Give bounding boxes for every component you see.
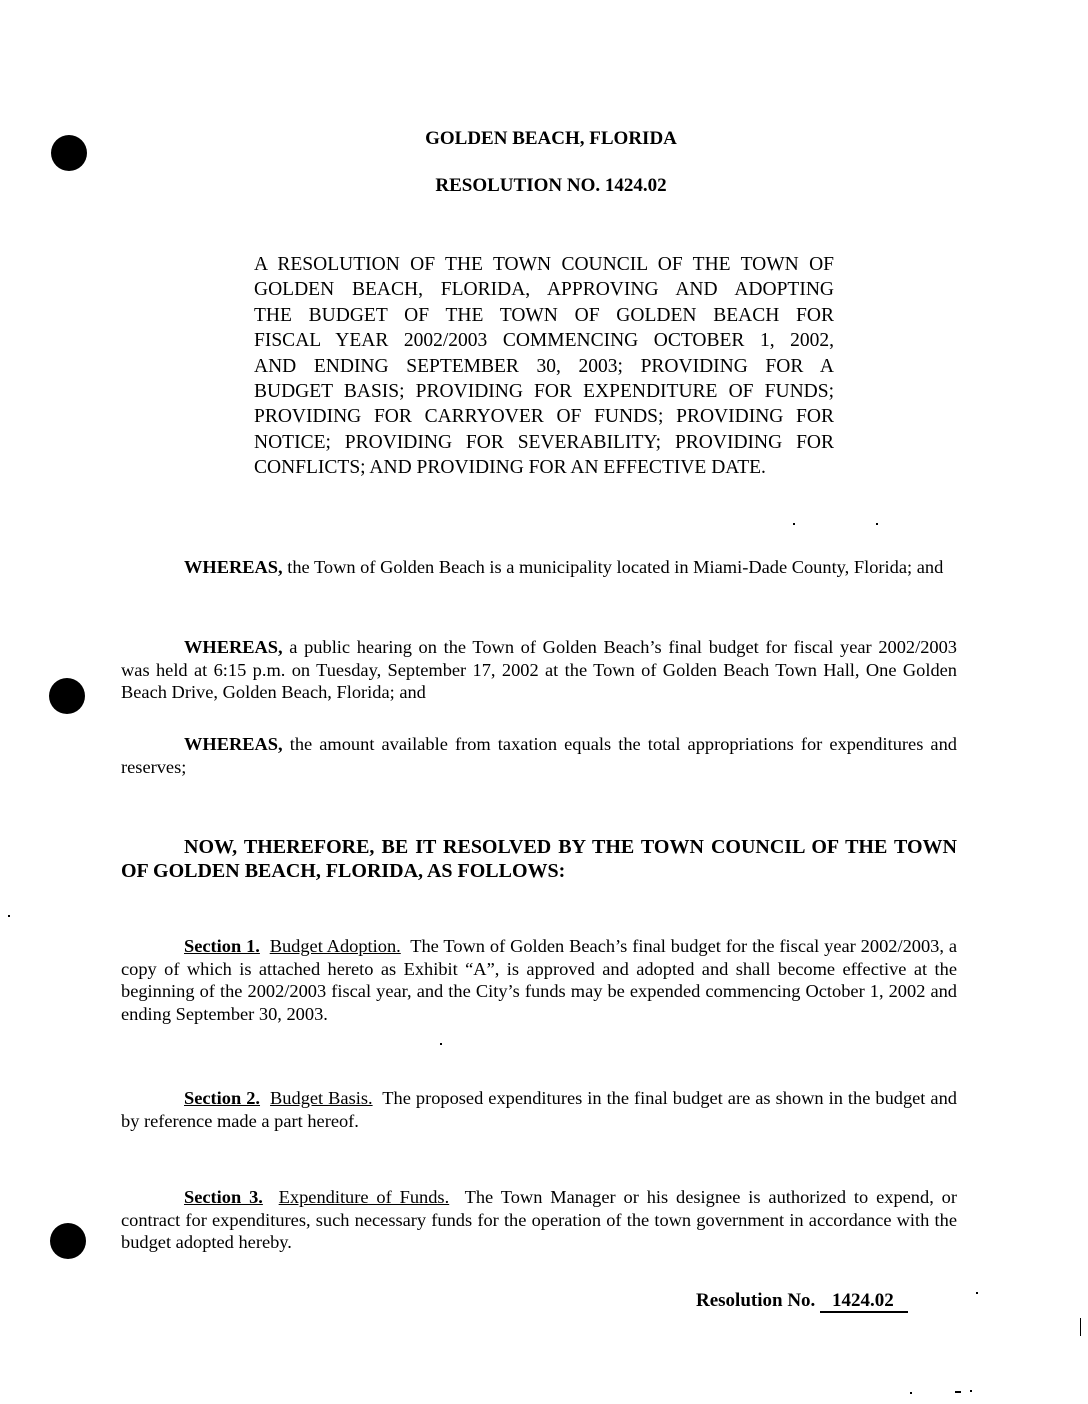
scan-speck [976, 1292, 978, 1294]
punch-hole-bottom [50, 1223, 86, 1259]
whereas-lead: WHEREAS, [184, 557, 283, 577]
whereas-text: the amount available from taxation equals the total appropriations for expenditures and reserves; [121, 734, 957, 777]
section-text: The Town of Golden Beach’s final budget for the fiscal year 2002/2003, a copy of which is attached hereto as Exhibit “A”, is approved and adopted and shall become effective at the beginning of the 2002/2003 fiscal year, and the City’s funds may be expended commencing October 1, 2002 and ending September 30, 2003. [121, 936, 957, 1024]
resolved-text: NOW, THEREFORE, BE IT RESOLVED BY THE TOWN COUNCIL OF THE TOWN OF GOLDEN BEACH, FLORIDA, AS FOLLOWS: [121, 836, 957, 882]
abstract-line: PROVIDING FOR CARRYOVER OF FUNDS; PROVIDING FOR [254, 406, 834, 428]
document-heading-resolution: RESOLUTION NO. 1424.02 [435, 175, 667, 196]
abstract-line: GOLDEN BEACH, FLORIDA, APPROVING AND ADOPTING [254, 279, 834, 301]
scan-speck [8, 915, 10, 917]
section-2 [121, 1087, 957, 1132]
footer-number: 1424.02 [820, 1291, 908, 1313]
section-title: Budget Basis. [270, 1088, 373, 1108]
whereas-clause-2 [121, 636, 957, 704]
abstract-line: NOTICE; PROVIDING FOR SEVERABILITY; PROVIDING FOR [254, 431, 834, 453]
abstract-line: BUDGET BASIS; PROVIDING FOR EXPENDITURE OF FUNDS; [254, 381, 834, 403]
whereas-lead: WHEREAS, [184, 734, 283, 754]
scan-speck [970, 1390, 972, 1392]
footer-label: Resolution No. [696, 1290, 816, 1311]
scan-speck [440, 1043, 442, 1045]
section-text: The proposed expenditures in the final budget are as shown in the budget and by reference made a part hereof. [121, 1088, 957, 1131]
footer-resolution-number [696, 1290, 908, 1313]
whereas-text: the Town of Golden Beach is a municipality located in Miami-Dade County, Florida; and [282, 557, 944, 577]
section-title: Budget Adoption. [269, 936, 401, 956]
abstract-line: AND ENDING SEPTEMBER 30, 2003; PROVIDING FOR A [254, 355, 834, 377]
section-1 [121, 935, 957, 1025]
punch-hole-middle [49, 678, 85, 714]
resolution-abstract [254, 252, 834, 481]
scan-speck [1080, 1318, 1081, 1336]
section-3 [121, 1186, 957, 1254]
section-number: Section 2. [184, 1088, 261, 1108]
whereas-clause-1 [121, 556, 957, 579]
scan-speck [793, 523, 795, 525]
abstract-line: CONFLICTS; AND PROVIDING FOR AN EFFECTIVE DATE. [254, 457, 766, 479]
scan-speck [955, 1391, 961, 1393]
scan-speck [876, 523, 878, 525]
whereas-text: a public hearing on the Town of Golden Beach’s final budget for fiscal year 2002/2003 was held at 6:15 p.m. on Tuesday, September 17, 2002 at the Town of Golden Beach Town Hall, One Golden Beach Drive, Golden Beach, Florida; and [121, 637, 957, 703]
section-title: Expenditure of Funds. [278, 1187, 450, 1207]
whereas-lead: WHEREAS, [184, 637, 283, 657]
section-number: Section 3. [184, 1187, 263, 1207]
abstract-line: THE BUDGET OF THE TOWN OF GOLDEN BEACH FOR [254, 304, 834, 326]
scan-speck [910, 1392, 912, 1394]
resolved-clause [121, 835, 957, 883]
document-heading-place: GOLDEN BEACH, FLORIDA [425, 128, 677, 149]
abstract-line: FISCAL YEAR 2002/2003 COMMENCING OCTOBER 1, 2002, [254, 330, 834, 352]
section-number: Section 1. [184, 936, 260, 956]
section-text: The Town Manager or his designee is authorized to expend, or contract for expenditures, such necessary funds for the operation of the town government in accordance with the budget adopted hereby. [121, 1187, 957, 1253]
abstract-line: A RESOLUTION OF THE TOWN COUNCIL OF THE TOWN OF [254, 254, 834, 275]
whereas-clause-3 [121, 733, 957, 778]
